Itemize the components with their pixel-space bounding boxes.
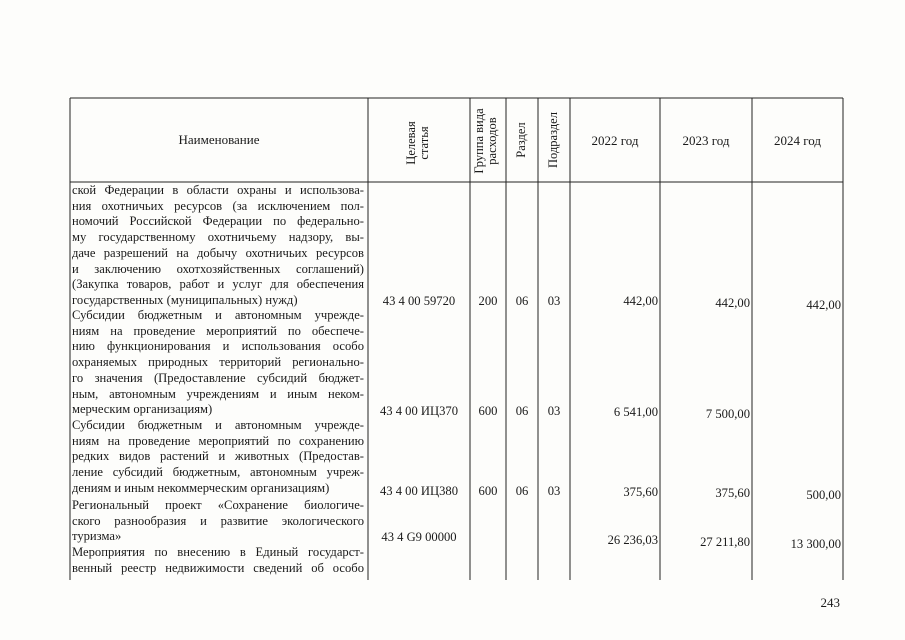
row-1-line: мерческим организациям) [72,402,213,417]
row-3-line: туризма» [72,529,122,544]
row-1-description [72,308,364,418]
row-1-2023: 7 500,00 [705,407,750,421]
header-group-line1: Группа вида [472,108,486,174]
row-2-2023: 375,60 [715,486,750,500]
row-0-description [72,183,364,309]
row-0-line: и заключению охотхозяйственных соглашений) [72,261,364,276]
row-4-line: венный реестр недвижимости сведений об особо [72,560,364,575]
row-0-line: государственных (муниципальных) нужд) [72,292,298,307]
row-2-2022: 375,60 [623,485,658,499]
row-2-line: ниям на проведение мероприятий по сохранению [72,433,364,448]
row-2-line: дениям и иным некоммерческим организациям) [72,480,330,495]
row-1-subsection: 03 [547,404,561,418]
row-0-2022: 442,00 [623,294,658,308]
row-0-section: 06 [515,294,529,308]
row-0-line: даче разрешений на добычу охотничьих ресурсов [72,245,364,260]
header-section: Раздел [514,122,528,158]
row-2-line: редких видов растений и животных (Предостав- [72,449,364,464]
row-1-group: 600 [478,404,498,418]
header-target-line2: статья [417,126,431,160]
row-0-group: 200 [478,294,498,308]
row-1-section: 06 [515,404,529,418]
header-target-article [405,103,433,183]
row-2-line: ление субсидий бюджетным, автономным учреж- [72,465,364,480]
row-0-line: (Закупка товаров, работ и услуг для обеспечения [72,277,364,292]
header-expense-group [473,96,503,186]
header-subsection: Подраздел [546,112,560,168]
row-3-target: 43 4 G9 00000 [381,530,457,544]
row-2-section: 06 [515,484,529,498]
row-4-line: Мероприятия по внесению в Единый государст- [72,545,364,559]
row-3-2024: 13 300,00 [790,537,841,551]
row-0-line: ской Федерации в области охраны и использова- [72,183,364,197]
row-1-line: Субсидии бюджетным и автономным учрежде- [72,308,364,322]
row-2-subsection: 03 [547,484,561,498]
row-3-line: ского разнообразия и развитие экологического [72,513,364,528]
header-year-2024: 2024 год [774,133,821,148]
row-3-2022: 26 236,03 [607,533,658,547]
row-2-target: 43 4 00 ИЦ380 [379,484,458,498]
row-1-target: 43 4 00 ИЦ370 [379,404,458,418]
header-group-line2: расходов [485,117,499,165]
row-4-description [72,545,364,576]
row-0-line: ния охотничьих ресурсов (за исключением пол- [72,198,364,213]
header-name: Наименование [178,132,260,147]
row-0-target: 43 4 00 59720 [382,294,456,308]
row-2-group: 600 [478,484,498,498]
row-1-2022: 6 541,00 [613,405,658,419]
row-3-line: Региональный проект «Сохранение биологиче- [72,498,364,512]
row-0-subsection: 03 [547,294,561,308]
header-year-2022: 2022 год [591,133,639,148]
row-3-description [72,498,364,545]
row-0-line: му государственному охотничьему надзору, вы- [72,230,364,245]
row-3-2023: 27 211,80 [700,535,750,549]
row-0-2024: 442,00 [806,298,841,312]
header-year-2023: 2023 год [682,133,730,148]
row-2-2024: 500,00 [806,488,841,502]
row-1-line: ниям на проведение мероприятий по обеспече- [72,323,364,338]
row-2-line: Субсидии бюджетным и автономным учрежде- [72,418,364,432]
row-2-description [72,418,364,497]
page-number: 243 [820,595,840,610]
header-target-line1: Целевая [404,121,418,165]
row-1-line: ным, автономным учреждениям и иным неком- [72,386,364,401]
row-0-2023: 442,00 [715,296,750,310]
row-0-line: номочий Российской Федерации по федерально- [72,214,364,229]
row-1-line: го значения (Предоставление субсидий бюджет- [72,370,364,385]
row-1-line: нию функционирования и использования особо [72,339,364,354]
row-1-line: охраняемых природных территорий регионально- [72,355,364,370]
